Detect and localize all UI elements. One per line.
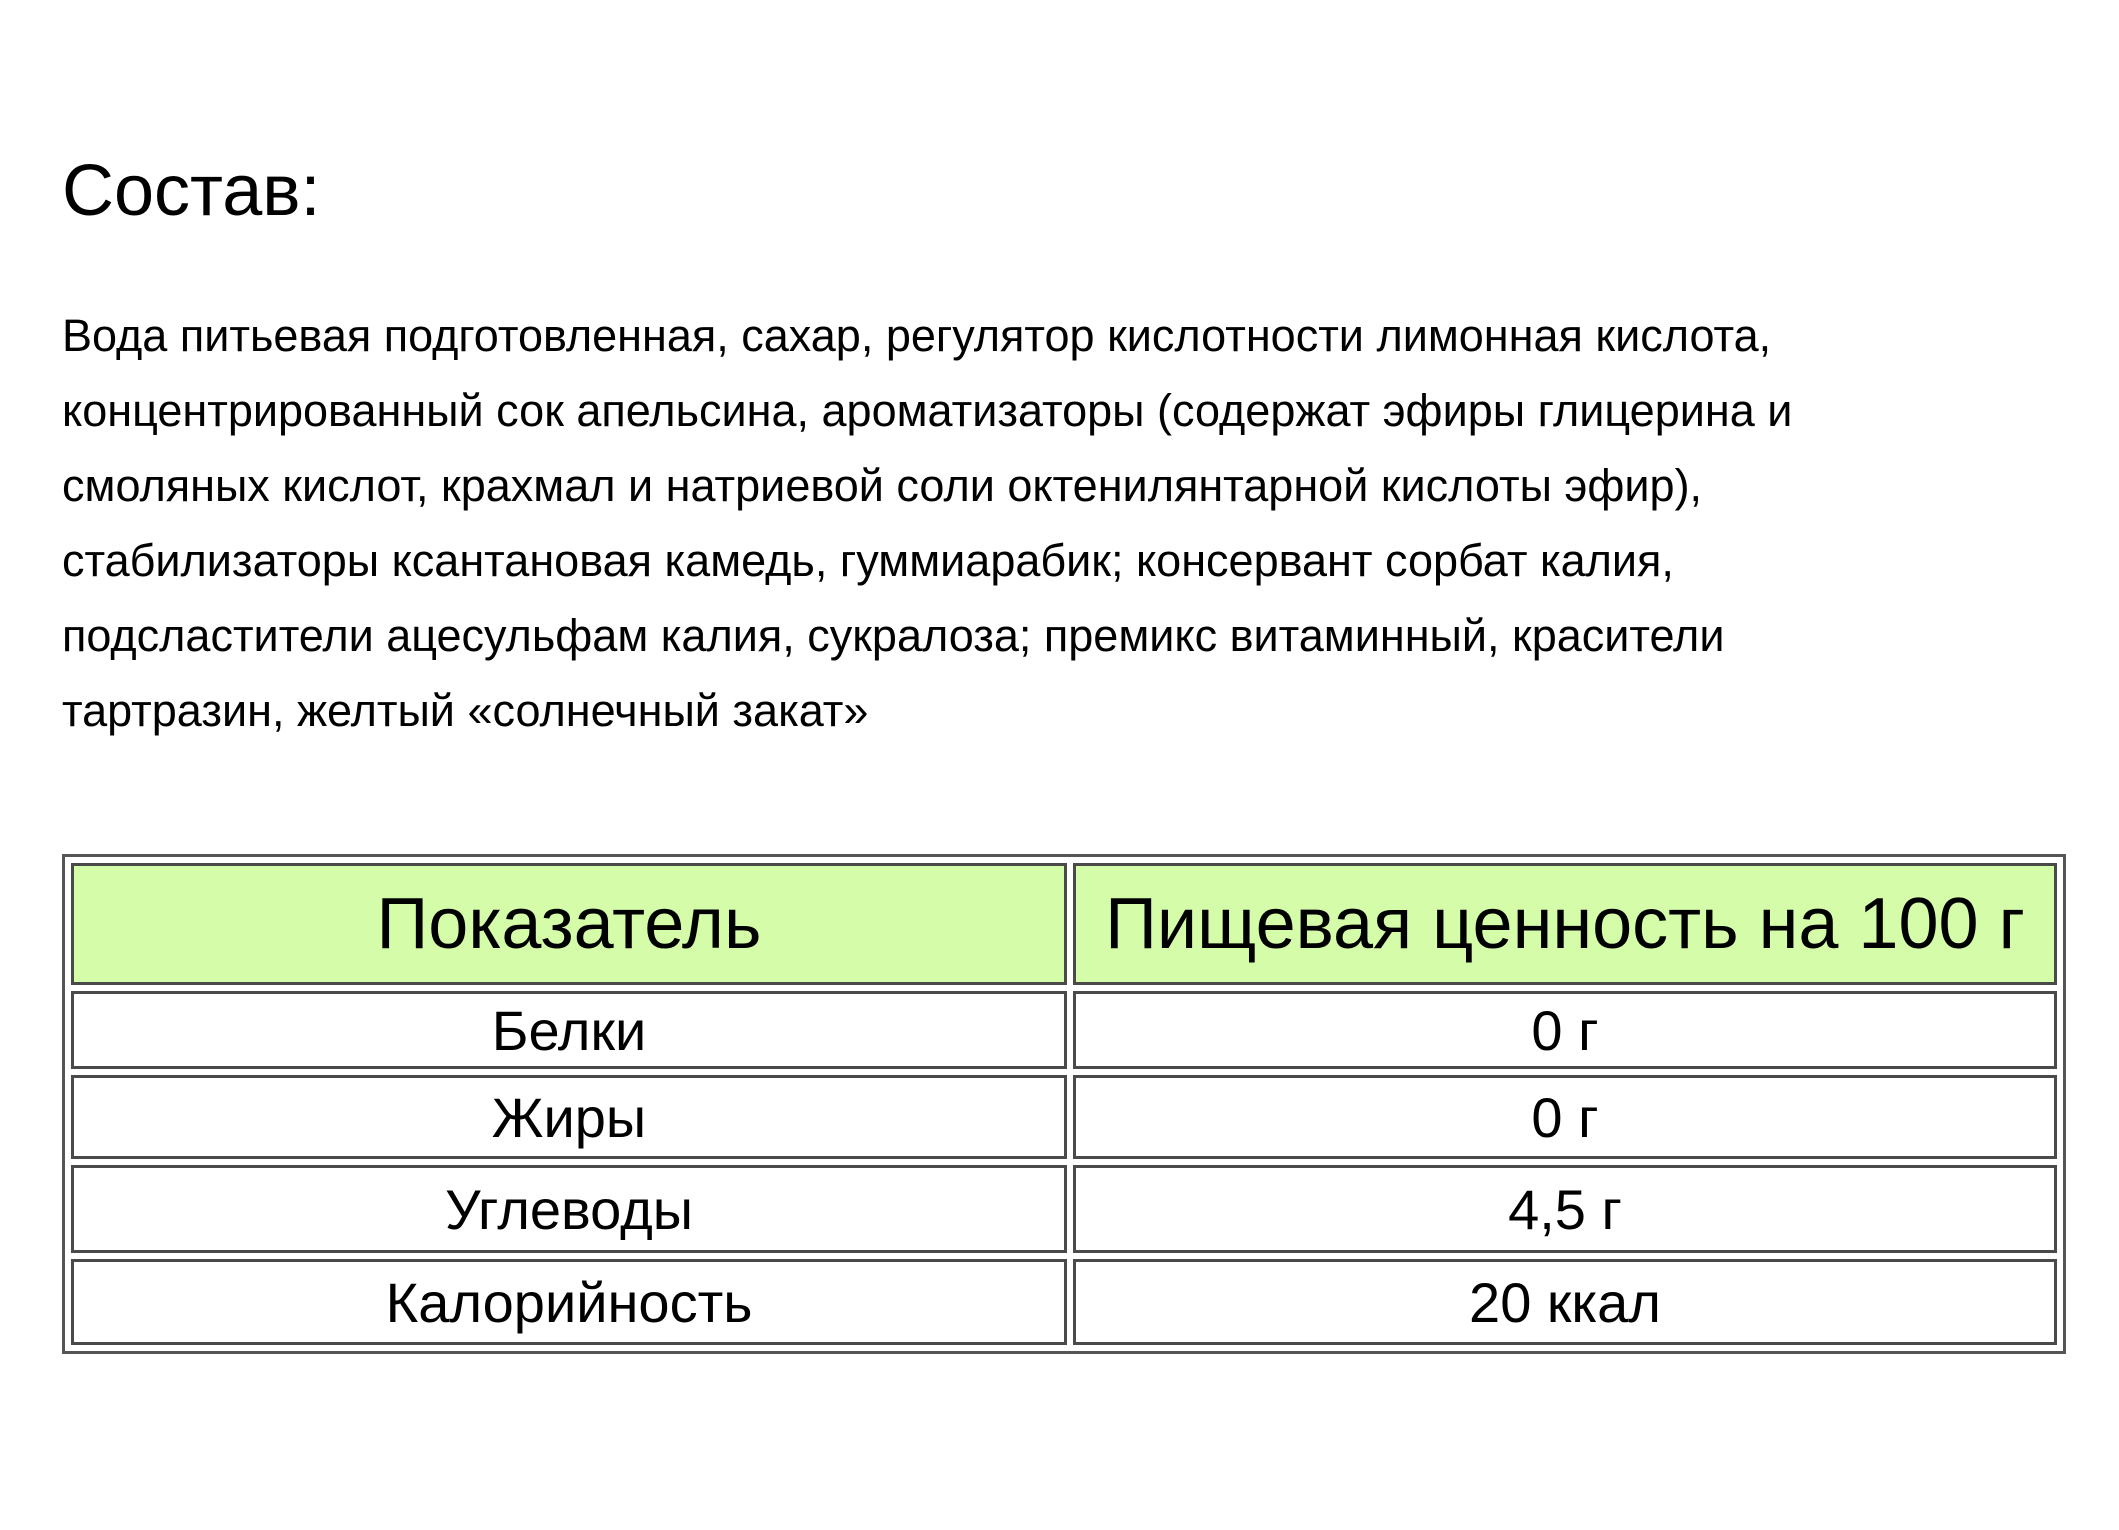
composition-line: стабилизаторы ксантановая камедь, гуммиарабик; консервант сорбат калия, <box>62 535 1674 586</box>
table-row <box>71 1165 2057 1253</box>
composition-text <box>62 298 2062 748</box>
table-header-row <box>71 863 2057 985</box>
value-cell: 0 г <box>1073 991 2057 1069</box>
indicator-cell: Белки <box>71 991 1067 1069</box>
value-cell: 0 г <box>1073 1075 2057 1159</box>
nutrition-table <box>62 854 2066 1354</box>
indicator-cell: Углеводы <box>71 1165 1067 1253</box>
composition-line: концентрированный сок апельсина, ароматизаторы (содержат эфиры глицерина и <box>62 385 1793 436</box>
table-row <box>71 991 2057 1069</box>
value-cell: 4,5 г <box>1073 1165 2057 1253</box>
indicator-cell: Жиры <box>71 1075 1067 1159</box>
composition-line: подсластители ацесульфам калия, сукралоза; премикс витаминный, красители <box>62 610 1725 661</box>
composition-line: смоляных кислот, крахмал и натриевой соли октенилянтарной кислоты эфир), <box>62 460 1703 511</box>
composition-line: тартразин, желтый «солнечный закат» <box>62 685 869 736</box>
value-cell: 20 ккал <box>1073 1259 2057 1345</box>
table-row <box>71 1259 2057 1345</box>
composition-line: Вода питьевая подготовленная, сахар, регулятор кислотности лимонная кислота, <box>62 310 1772 361</box>
header-indicator: Показатель <box>71 863 1067 985</box>
header-nutrition-value: Пищевая ценность на 100 г <box>1073 863 2057 985</box>
table-row <box>71 1075 2057 1159</box>
indicator-cell: Калорийность <box>71 1259 1067 1345</box>
composition-title: Состав: <box>62 151 321 231</box>
